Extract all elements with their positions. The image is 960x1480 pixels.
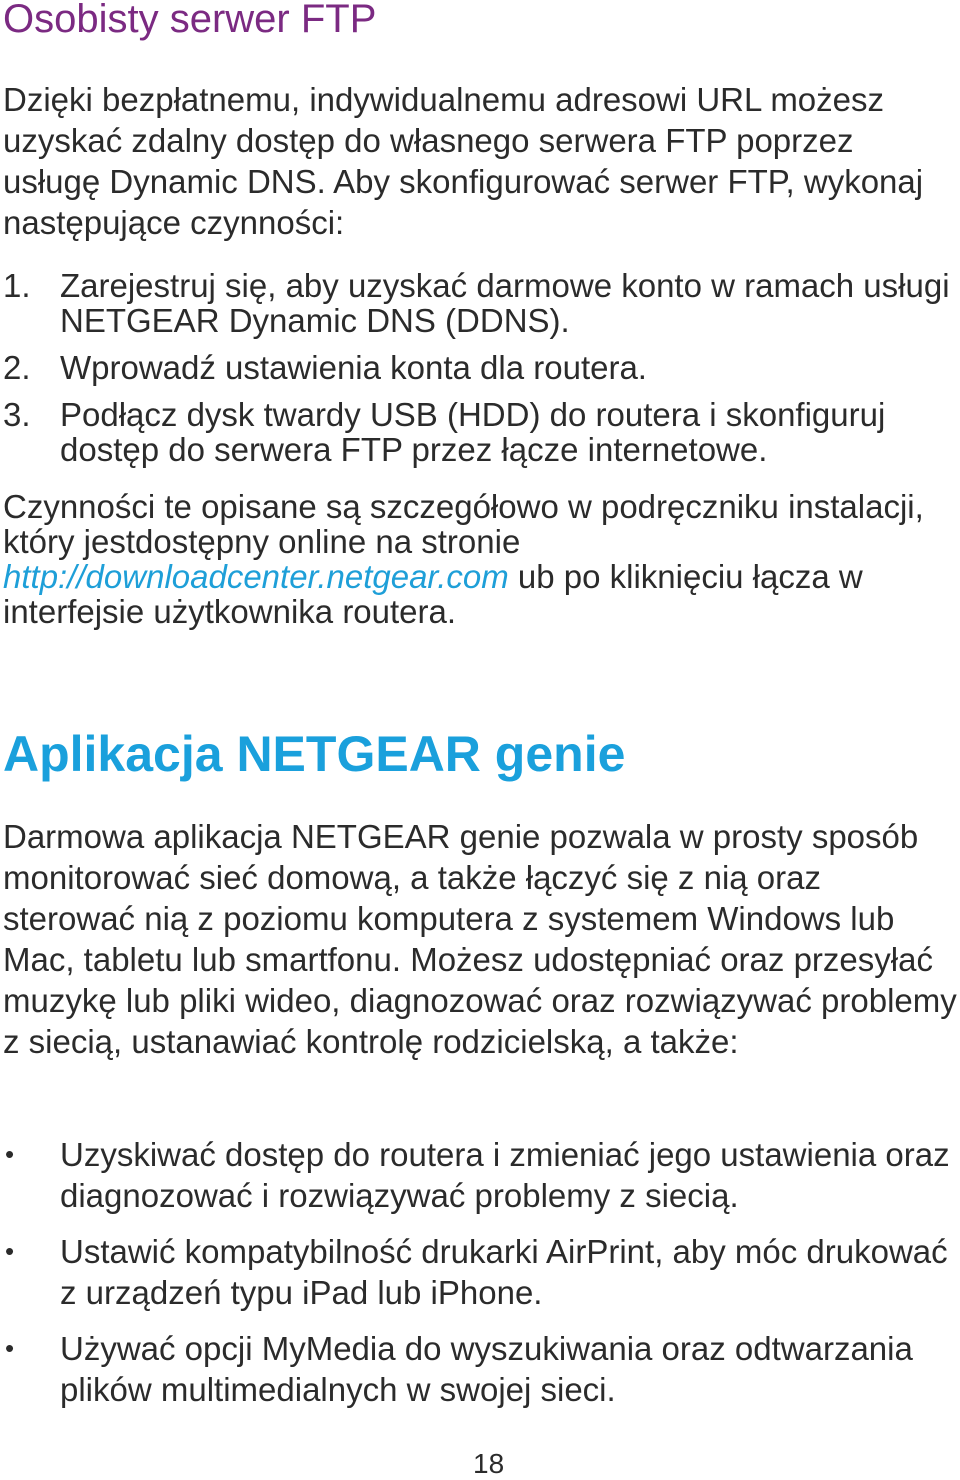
step-number: 2.: [3, 349, 31, 386]
ftp-section-title: Osobisty serwer FTP: [3, 0, 377, 41]
bullet-text: Uzyskiwać dostęp do routera i zmieniać jego ustawienia oraz diagnozować i rozwiązywać problemy z siecią.: [60, 1136, 950, 1214]
genie-section-title: Aplikacja NETGEAR genie: [3, 726, 626, 782]
ftp-note-paragraph: [3, 489, 953, 629]
page-number: 18: [473, 1448, 505, 1479]
ftp-steps-list: [3, 268, 953, 479]
ftp-step-item: [3, 268, 953, 338]
ftp-intro-paragraph: Dzięki bezpłatnemu, indywidualnemu adresowi URL możesz uzyskać zdalny dostęp do własnego serwera FTP poprzez usługę Dynamic DNS. Aby skonfigurować serwer FTP, wykonaj następujące czynności:: [3, 81, 924, 241]
list-item: [3, 1328, 958, 1410]
step-text: Podłącz dysk twardy USB (HDD) do routera i skonfiguruj dostęp do serwera FTP przez łącze internetowe.: [60, 396, 886, 468]
genie-intro-paragraph: Darmowa aplikacja NETGEAR genie pozwala w prosty sposób monitorować sieć domową, a także łączyć się z nią oraz sterować nią z poziomu komputera z systemem Windows lub Mac, tabletu lub smartfonu. Możesz udostępniać oraz przesyłać muzykę lub pliki wideo, diagnozować oraz rozwiązywać problemy z siecią, ustanawiać kontrolę rodzicielską, a także:: [3, 818, 957, 1060]
bullet-text: Ustawić kompatybilność drukarki AirPrint, aby móc drukować z urządzeń typu iPad lub iPhone.: [60, 1233, 948, 1311]
bullet-text: Używać opcji MyMedia do wyszukiwania oraz odtwarzania plików multimedialnych w swojej sieci.: [60, 1330, 913, 1408]
step-text: Wprowadź ustawienia konta dla routera.: [60, 349, 647, 386]
step-text: Zarejestruj się, aby uzyskać darmowe konto w ramach usługi NETGEAR Dynamic DNS (DDNS).: [60, 267, 950, 339]
ftp-step-item: [3, 397, 953, 467]
step-number: 1.: [3, 267, 31, 304]
download-center-link[interactable]: http://downloadcenter.netgear.com: [3, 558, 509, 595]
list-item: [3, 1231, 958, 1313]
bullet-icon: •: [5, 1333, 15, 1363]
list-item: [3, 1134, 958, 1216]
note-text-after: ub po kliknięciu łącza w interfejsie użytkownika routera.: [3, 558, 863, 630]
bullet-icon: •: [5, 1236, 15, 1266]
ftp-step-item: [3, 350, 953, 385]
bullet-icon: •: [5, 1139, 15, 1169]
note-text-before: Czynności te opisane są szczegółowo w podręczniku instalacji, który jestdostępny online na stronie: [3, 488, 924, 560]
step-number: 3.: [3, 396, 31, 433]
genie-features-list: [3, 1134, 958, 1425]
